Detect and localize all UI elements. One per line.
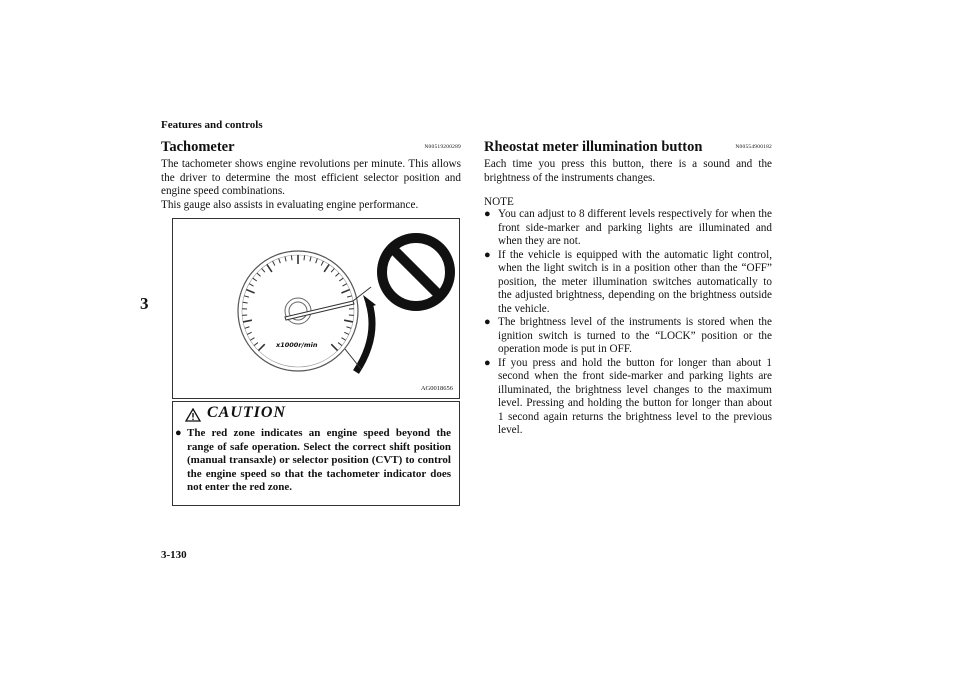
- bullet-icon: ●: [175, 427, 182, 439]
- tachometer-paragraph-1: The tachometer shows engine revolutions per minute. This allows the driver to determine the most efficient selector position and engine speed combinations.: [161, 158, 461, 197]
- bullet-icon: ●: [484, 316, 491, 328]
- gauge-tick: [267, 264, 272, 271]
- gauge-tick: [285, 257, 286, 262]
- gauge-tick: [291, 255, 292, 260]
- note-text: If you press and hold the button for longer than about 1 second when the front side-marker and parking lights are illuminated, the brightness level changes to the maximum level. Pressing and holding the button for longer than about 1 second again returns the brightness level to the previous level.: [498, 356, 772, 436]
- page-number: 3-130: [161, 549, 187, 561]
- gauge-tick: [344, 332, 349, 334]
- gauge-tick: [254, 343, 258, 346]
- bullet-icon: ●: [484, 208, 491, 220]
- gauge-tick: [338, 343, 342, 346]
- gauge-needle: [285, 301, 354, 320]
- gauge-tick: [347, 327, 352, 329]
- gauge-tick: [258, 344, 264, 350]
- note-label: NOTE: [484, 196, 514, 208]
- gauge-tick: [247, 332, 252, 334]
- prohibition-slash: [392, 248, 440, 296]
- gauge-tick: [331, 344, 337, 350]
- gauge-tick: [304, 255, 305, 260]
- tachometer-title: Tachometer: [161, 139, 235, 155]
- gauge-tick: [245, 327, 250, 329]
- tachometer-illustration: [173, 219, 461, 400]
- gauge-tick: [273, 261, 275, 265]
- gauge-tick: [257, 273, 261, 276]
- tachometer-description: [161, 158, 461, 212]
- gauge-tick: [321, 261, 323, 265]
- gauge-tick: [335, 273, 339, 276]
- section-header: Features and controls: [161, 119, 263, 131]
- gauge-tick: [344, 320, 353, 322]
- gauge-tick: [244, 296, 249, 297]
- gauge-tick: [243, 320, 252, 322]
- red-zone-leader-bottom: [345, 349, 361, 369]
- gauge-tick: [341, 290, 349, 293]
- tachometer-heading: [161, 138, 461, 156]
- rheostat-description: [484, 158, 772, 185]
- bullet-icon: ●: [484, 248, 491, 261]
- gauge-tick: [347, 296, 352, 297]
- gauge-tick: [253, 278, 257, 281]
- rheostat-paragraph: Each time you press this button, there is a sound and the brightness of the instruments changes.: [484, 158, 772, 184]
- caution-text-block: [175, 427, 451, 495]
- note-item: [484, 316, 772, 357]
- rheostat-code: N00554900182: [735, 144, 772, 150]
- red-zone-arrow-head: [363, 295, 376, 308]
- gauge-tick: [324, 264, 329, 271]
- gauge-tick: [262, 268, 265, 272]
- gauge-tick: [316, 258, 318, 263]
- caution-box: [172, 401, 460, 506]
- gauge-tick: [310, 257, 311, 262]
- tachometer-paragraph-2: This gauge also assists in evaluating engine performance.: [161, 198, 419, 211]
- warning-triangle-icon: [185, 408, 201, 422]
- gauge-tick: [246, 290, 254, 293]
- figure-code: AG0018656: [420, 385, 453, 392]
- bullet-icon: ●: [484, 356, 491, 369]
- caution-title: CAUTION: [207, 404, 287, 421]
- gauge-ticks: [242, 255, 354, 351]
- chapter-tab: 3: [140, 294, 149, 313]
- gauge-tick: [249, 284, 253, 286]
- note-item: [484, 357, 772, 438]
- gauge-tick: [250, 338, 254, 341]
- note-item: [484, 249, 772, 317]
- note-item: [484, 208, 772, 249]
- tachometer-figure: [172, 218, 460, 399]
- tachometer-code: N00519200289: [424, 144, 461, 150]
- gauge-tick: [339, 278, 343, 281]
- caution-text: The red zone indicates an engine speed beyond the range of safe operation. Select the correct shift position (manual transaxle) or selector position (CVT) to control the engine speed so that the tachometer indicator does not enter the red zone.: [187, 427, 451, 493]
- gauge-dial-label: x1000r/min: [276, 341, 318, 349]
- note-text: The brightness level of the instruments is stored when the ignition switch is turned to the “LOCK” position or the operation mode is put in OFF.: [498, 316, 772, 355]
- gauge-tick: [243, 302, 248, 303]
- rheostat-heading: [484, 138, 772, 156]
- note-list: [484, 208, 772, 438]
- rheostat-title: Rheostat meter illumination button: [484, 139, 703, 155]
- gauge-tick: [331, 268, 334, 272]
- note-text: You can adjust to 8 different levels respectively for when the front side-marker and parking lights are illuminated and when they are not.: [498, 208, 772, 247]
- gauge-outer-ring: [238, 251, 358, 371]
- note-text: If the vehicle is equipped with the automatic light control, when the light switch is in a position other than the “OFF” position, the meter illumination switches automatically to the adjusted brightness, depending on the brightness outside the vehicle.: [498, 248, 772, 315]
- gauge-tick: [341, 338, 345, 341]
- gauge-tick: [342, 284, 346, 286]
- gauge-tick: [279, 258, 281, 263]
